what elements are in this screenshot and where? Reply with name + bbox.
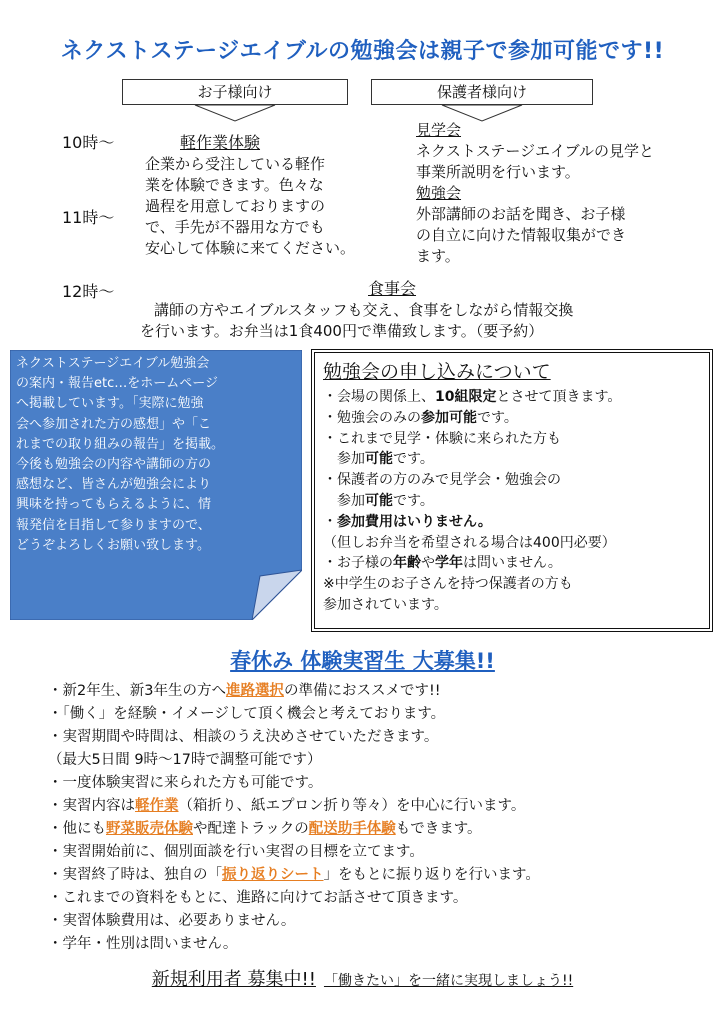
application-heading: 勉強会の申し込みについて [323,361,551,383]
parents-header-box [371,79,593,125]
text-line: 安心して体験に来てください。 [145,239,356,257]
list-item: ・これまでの資料をもとに、進路に向けてお話させて頂きます。 [48,890,468,906]
children-activity-text [145,154,375,259]
time-10: 10時～ [62,133,115,152]
application-line: 参加可能です。 [337,451,434,468]
note-text [16,354,298,556]
text-line: の自立に向けた情報収集ができ [416,226,627,244]
application-line: ※中学生のお子さんを持つ保護者の方も [323,576,573,593]
page-title: ネクストステージエイブルの勉強会は親子で参加可能です!! [60,39,665,64]
text-line: 報発信を目指して参りますので、 [16,517,211,533]
application-line: ・これまで見学・体験に来られた方も [323,430,561,447]
text-line: を行います。お弁当は1食400円で準備致します。（要予約） [140,322,544,340]
time-12: 12時～ [62,282,115,301]
spring-list [48,680,688,956]
list-item: ・実習期間や時間は、相談のうえ決めさせていただきます。 [48,729,439,745]
list-item: ・実習開始前に、個別面談を行い実習の目標を立てます。 [48,844,424,860]
text-line: 事業所説明を行います。 [416,163,580,181]
text-line: 今後も勉強会の内容や講師の方の [16,457,212,473]
meal-text [140,300,700,342]
text-line: 業を体験できます。色々な [145,176,324,194]
children-header-box [122,79,348,125]
text-line: で、手先が不器用な方でも [145,218,325,236]
list-item: （最大5日間 9時～17時で調整可能です） [48,752,322,768]
spring-title: 春休み 体験実習生 大募集!! [230,649,495,673]
children-header-label: お子様向け [122,79,348,105]
list-item: ・新2年生、新3年生の方へ進路選択の準備におススメです!! [48,683,441,699]
list-item: ・「働く」を経験・イメージして頂く機会と考えております。 [48,706,446,722]
application-line: ・お子様の年齢や学年は問いません。 [323,555,562,572]
application-line: 参加されています。 [323,596,448,613]
homepage-note [10,350,302,620]
text-line: 会へ参加された方の感想」や「こ [16,416,212,432]
study-title: 勉強会 [416,184,462,202]
text-line: 過程を用意しておりますの [145,197,326,215]
text-line: 企業から受注している軽作 [145,155,326,173]
footer [0,965,725,991]
text-line: の案内・報告etc…をホームページ [16,376,218,392]
meal-title: 食事会 [368,279,417,298]
application-line: （但しお弁当を希望される場合は400円必要） [323,534,616,551]
footer-main: 新規利用者 募集中!! [151,969,316,990]
text-line: ネクストステージエイブル勉強会 [16,356,210,371]
text-line: 興味を持ってもらえるように、情 [16,497,212,513]
text-line: 感想など、皆さんが勉強会により [16,477,212,493]
text-line: 講師の方やエイブルスタッフも交え、食事をしながら情報交換 [154,301,574,319]
application-line: ・勉強会のみの参加可能です。 [323,409,518,426]
list-item: ・他にも野菜販売体験や配達トラックの配送助手体験もできます。 [48,821,482,837]
text-line: ます。 [416,247,460,265]
down-arrow-icon [122,105,348,125]
application-line: 参加可能です。 [337,492,434,509]
text-line: ネクストステージエイブルの見学と [416,142,655,160]
text-line: 外部講師のお話を聞き、お子様 [416,205,626,223]
footer-sub: 「働きたい」を一緒に実現しましょう!! [323,973,574,989]
list-item: ・実習体験費用は、必要ありません。 [48,913,296,929]
application-box [311,349,713,632]
text-line: へ掲載しています。「実際に勉強 [16,396,204,412]
children-activity-title: 軽作業体験 [180,133,261,152]
application-line: ・参加費用はいりません。 [323,513,492,530]
application-line: ・会場の関係上、10組限定とさせて頂きます。 [323,389,622,405]
list-item: ・学年・性別は問いません。 [48,936,238,952]
text-line: どうぞよろしくお願い致します。 [16,537,210,553]
list-item: ・実習内容は軽作業（箱折り、紙エプロン折り等々）を中心に行います。 [48,798,526,814]
time-11: 11時～ [62,208,115,227]
text-line: れまでの取り組みの報告」を掲載。 [16,436,225,452]
tour-title: 見学会 [416,121,462,139]
parents-header-label: 保護者様向け [371,79,593,105]
list-item: ・一度体験実習に来られた方も可能です。 [48,775,323,791]
parents-activity [416,120,716,267]
list-item: ・実習終了時は、独自の「振り返りシート」をもとに振り返りを行います。 [48,867,540,883]
application-line: ・保護者の方のみで見学会・勉強会の [323,472,561,489]
